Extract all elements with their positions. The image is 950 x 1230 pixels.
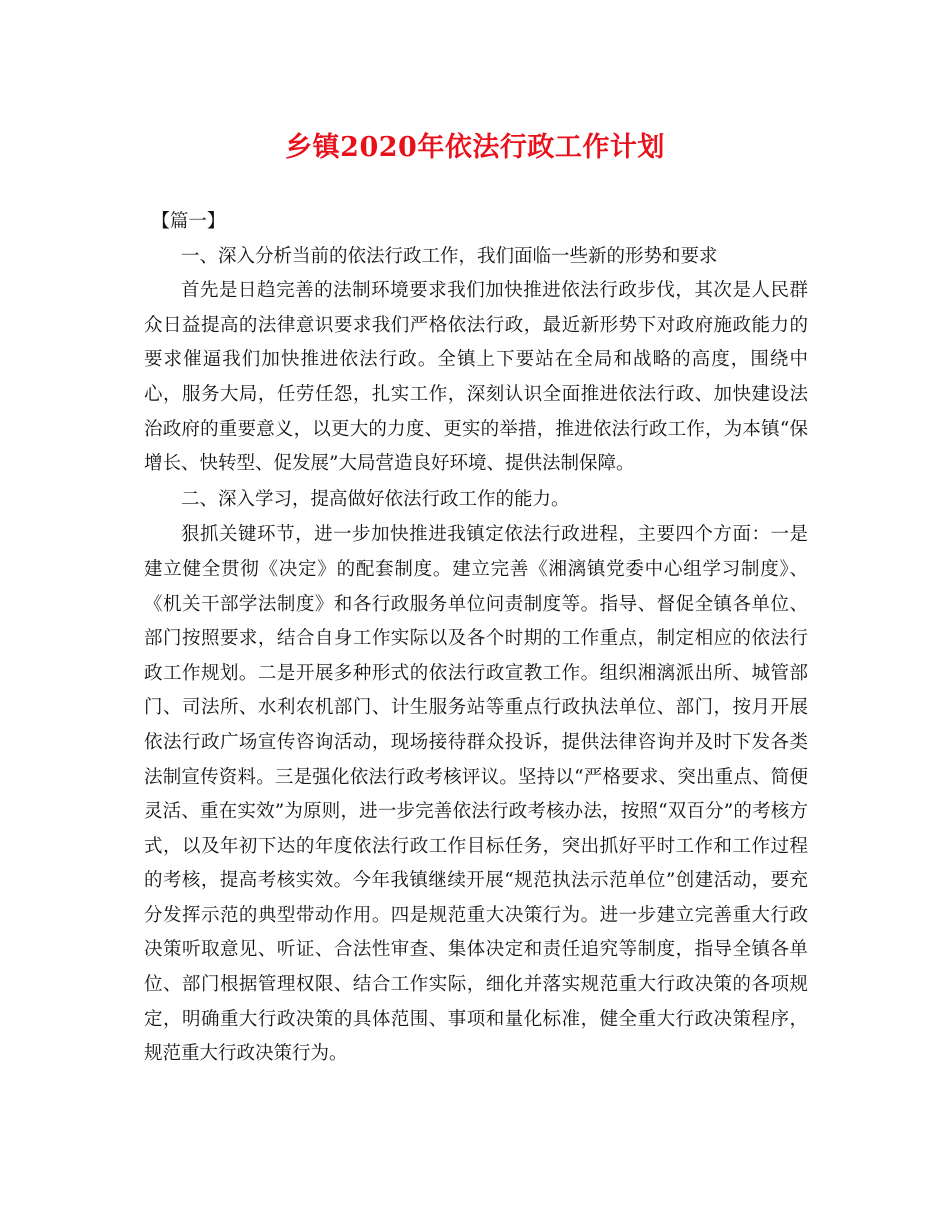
section-marker: 【篇一】 [151,211,226,232]
body-paragraph: 首先是日趋完善的法制环境要求我们加快推进依法行政步伐，其次是人民群众日益提高的法律意识要求我们严格依法行政，最近新形势下对政府施政能力的要求催逼我们加快推进依法行政。全镇上下要站在全局和战略的高度，围绕中心，服务大局，任劳任怨，扎实工作，深刻认识全面推进依法行政、加快建设法治政府的重要意义，以更大的力度、更实的举措，推进依法行政工作，为本镇“保增长、快转型、促发展”大局营造良好环境、提供法制保障。 [144,280,808,475]
document-title: 乡镇2020年依法行政工作计划 [285,132,665,163]
section-heading: 一、深入分析当前的依法行政工作，我们面临一些新的形势和要求 [181,245,718,267]
document-body [144,205,808,1072]
body-paragraph: 狠抓关键环节，进一步加快推进我镇定依法行政进程，主要四个方面：一是建立健全贯彻《决定》的配套制度。建立完善《湘漓镇党委中心组学习制度》、《机关干部学法制度》和各行政服务单位问责制度等。指导、督促全镇各单位、部门按照要求，结合自身工作实际以及各个时期的工作重点，制定相应的依法行政工作规划。二是开展多种形式的依法行政宣教工作。组织湘漓派出所、城管部门、司法所、水利农机部门、计生服务站等重点行政执法单位、部门，按月开展依法行政广场宣传咨询活动，现场接待群众投诉，提供法律咨询并及时下发各类法制宣传资料。三是强化依法行政考核评议。坚持以“严格要求、突出重点、简便灵活、重在实效”为原则，进一步完善依法行政考核办法，按照“双百分”的考核方式，以及年初下达的年度依法行政工作目标任务，突出抓好平时工作和工作过程的考核，提高考核实效。今年我镇继续开展“规范执法示范单位”创建活动，要充分发挥示范的典型带动作用。四是规范重大决策行为。进一步建立完善重大行政决策听取意见、听证、合法性审查、集体决定和责任追究等制度，指导全镇各单位、部门根据管理权限、结合工作实际，细化并落实规范重大行政决策的各项规定，明确重大行政决策的具体范围、事项和量化标准，健全重大行政决策程序，规范重大行政决策行为。 [144,524,808,1065]
section-heading: 二、深入学习，提高做好依法行政工作的能力。 [181,488,570,510]
